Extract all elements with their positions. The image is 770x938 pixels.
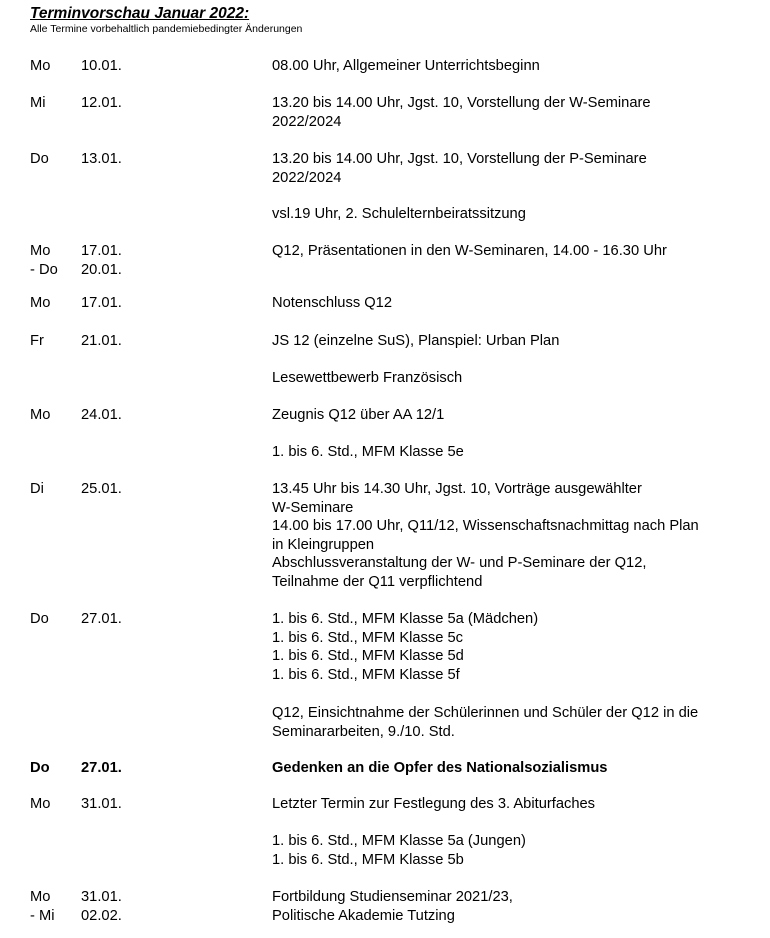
entry-day-line: Fr bbox=[30, 333, 44, 349]
entry-event bbox=[272, 888, 752, 925]
entry-day bbox=[30, 759, 50, 778]
entry-event bbox=[272, 832, 752, 869]
entry-event-line: W-Seminare bbox=[272, 499, 354, 516]
entry-event bbox=[272, 406, 752, 425]
entry-event bbox=[272, 480, 752, 591]
entry-event-line: in Kleingruppen bbox=[272, 536, 375, 553]
entry-event bbox=[272, 205, 752, 224]
entry-event-line: Lesewettbewerb Französisch bbox=[272, 370, 463, 386]
entry-event-line: Fortbildung Studienseminar 2021/23, bbox=[272, 889, 513, 905]
entry-day bbox=[30, 795, 50, 814]
entry-date-line: 27.01. bbox=[81, 760, 122, 776]
entry-event-line: 1. bis 6. Std., MFM Klasse 5b bbox=[272, 851, 464, 868]
entry-event-line: Q12, Einsichtnahme der Schülerinnen und Schüler der Q12 in die bbox=[272, 705, 699, 721]
entry-event-line: 13.20 bis 14.00 Uhr, Jgst. 10, Vorstellung der W-Seminare bbox=[272, 95, 651, 111]
entry-day-line: Do bbox=[30, 151, 49, 167]
entry-day-line: Mi bbox=[30, 95, 46, 111]
entry-event-line: 08.00 Uhr, Allgemeiner Unterrichtsbeginn bbox=[272, 58, 540, 74]
entry-event-line: JS 12 (einzelne SuS), Planspiel: Urban Plan bbox=[272, 333, 560, 349]
entry-event bbox=[272, 759, 752, 778]
entry-date bbox=[81, 480, 122, 499]
entry-event-line: 1. bis 6. Std., MFM Klasse 5c bbox=[272, 629, 464, 646]
entry-date bbox=[81, 406, 122, 425]
entry-date bbox=[81, 150, 122, 169]
entry-day bbox=[30, 406, 50, 425]
entry-event-line: Seminararbeiten, 9./10. Std. bbox=[272, 723, 455, 740]
entry-day-line: Do bbox=[30, 611, 49, 627]
entry-event bbox=[272, 57, 752, 76]
entry-date-line: 17.01. bbox=[81, 243, 122, 259]
entry-event-line: Abschlussveranstaltung der W- und P-Seminare der Q12, bbox=[272, 555, 647, 571]
entry-day-line: Mo bbox=[30, 58, 51, 74]
entry-date bbox=[81, 57, 122, 76]
entry-date-line: 02.02. bbox=[81, 907, 122, 924]
entry-event bbox=[272, 332, 752, 351]
page-subtitle: Alle Termine vorbehaltlich pandemiebedingter Änderungen bbox=[30, 23, 303, 35]
entry-event-line: 13.20 bis 14.00 Uhr, Jgst. 10, Vorstellung der P-Seminare bbox=[272, 151, 647, 167]
entry-event-line: Q12, Präsentationen in den W-Seminaren, 14.00 - 16.30 Uhr bbox=[272, 243, 667, 259]
entry-date bbox=[81, 94, 122, 113]
entry-date-line: 21.01. bbox=[81, 333, 122, 349]
entry-event bbox=[272, 610, 752, 684]
entry-day-line: Mo bbox=[30, 243, 51, 259]
entry-event bbox=[272, 294, 752, 313]
entry-event-line: 1. bis 6. Std., MFM Klasse 5a (Mädchen) bbox=[272, 611, 539, 627]
entry-event bbox=[272, 795, 752, 814]
entry-date-line: 31.01. bbox=[81, 889, 122, 905]
entry-event bbox=[272, 94, 752, 131]
entry-day bbox=[30, 242, 58, 279]
entry-event-line: 14.00 bis 17.00 Uhr, Q11/12, Wissenschaftsnachmittag nach Plan bbox=[272, 518, 699, 534]
entry-date bbox=[81, 332, 122, 351]
entry-day bbox=[30, 150, 49, 169]
entry-event-line: Politische Akademie Tutzing bbox=[272, 907, 455, 924]
entry-date-line: 17.01. bbox=[81, 295, 122, 311]
entry-event-line: Letzter Termin zur Festlegung des 3. Abiturfaches bbox=[272, 796, 596, 812]
entry-date bbox=[81, 242, 122, 279]
entry-event-line: Teilnahme der Q11 verpflichtend bbox=[272, 573, 483, 590]
entry-day-line: Di bbox=[30, 481, 44, 497]
entry-day-line: Mo bbox=[30, 796, 51, 812]
entry-day bbox=[30, 94, 46, 113]
entry-day bbox=[30, 888, 54, 925]
entry-day-line: Mo bbox=[30, 889, 51, 905]
entry-date bbox=[81, 795, 122, 814]
entry-event-line: 2022/2024 bbox=[272, 169, 342, 186]
entry-date bbox=[81, 888, 122, 925]
entry-date-line: 13.01. bbox=[81, 151, 122, 167]
entry-event-line: 2022/2024 bbox=[272, 113, 342, 130]
entry-day bbox=[30, 294, 50, 313]
entry-event bbox=[272, 704, 752, 741]
entry-day bbox=[30, 332, 44, 351]
entry-event-line: 1. bis 6. Std., MFM Klasse 5e bbox=[272, 444, 464, 460]
entry-day-line: - Do bbox=[30, 261, 58, 278]
entry-date bbox=[81, 759, 122, 778]
entry-event bbox=[272, 242, 752, 261]
entry-date bbox=[81, 610, 122, 629]
entry-date-line: 25.01. bbox=[81, 481, 122, 497]
page-title: Terminvorschau Januar 2022: bbox=[30, 5, 250, 22]
entry-date-line: 12.01. bbox=[81, 95, 122, 111]
entry-day-line: Mo bbox=[30, 407, 51, 423]
entry-day-line: - Mi bbox=[30, 907, 55, 924]
entry-date-line: 27.01. bbox=[81, 611, 122, 627]
entry-day bbox=[30, 57, 50, 76]
entry-event-line: Notenschluss Q12 bbox=[272, 295, 393, 311]
entry-event-line: 13.45 Uhr bis 14.30 Uhr, Jgst. 10, Vorträge ausgewählter bbox=[272, 481, 642, 497]
entry-event-line: 1. bis 6. Std., MFM Klasse 5a (Jungen) bbox=[272, 833, 526, 849]
entry-date-line: 31.01. bbox=[81, 796, 122, 812]
entry-event-line: vsl.19 Uhr, 2. Schulelternbeiratssitzung bbox=[272, 206, 526, 222]
entry-date-line: 24.01. bbox=[81, 407, 122, 423]
entry-day bbox=[30, 480, 44, 499]
entry-event bbox=[272, 443, 752, 462]
entry-event-line: Gedenken an die Opfer des Nationalsozialismus bbox=[272, 760, 608, 776]
entry-date-line: 20.01. bbox=[81, 261, 122, 278]
entry-day bbox=[30, 610, 49, 629]
entry-event bbox=[272, 369, 752, 388]
entry-event-line: 1. bis 6. Std., MFM Klasse 5f bbox=[272, 666, 460, 683]
entry-day-line: Do bbox=[30, 760, 50, 776]
entry-date-line: 10.01. bbox=[81, 58, 122, 74]
entry-day-line: Mo bbox=[30, 295, 51, 311]
entry-date bbox=[81, 294, 122, 313]
entry-event bbox=[272, 150, 752, 187]
entry-event-line: 1. bis 6. Std., MFM Klasse 5d bbox=[272, 648, 464, 664]
entry-event-line: Zeugnis Q12 über AA 12/1 bbox=[272, 407, 445, 423]
